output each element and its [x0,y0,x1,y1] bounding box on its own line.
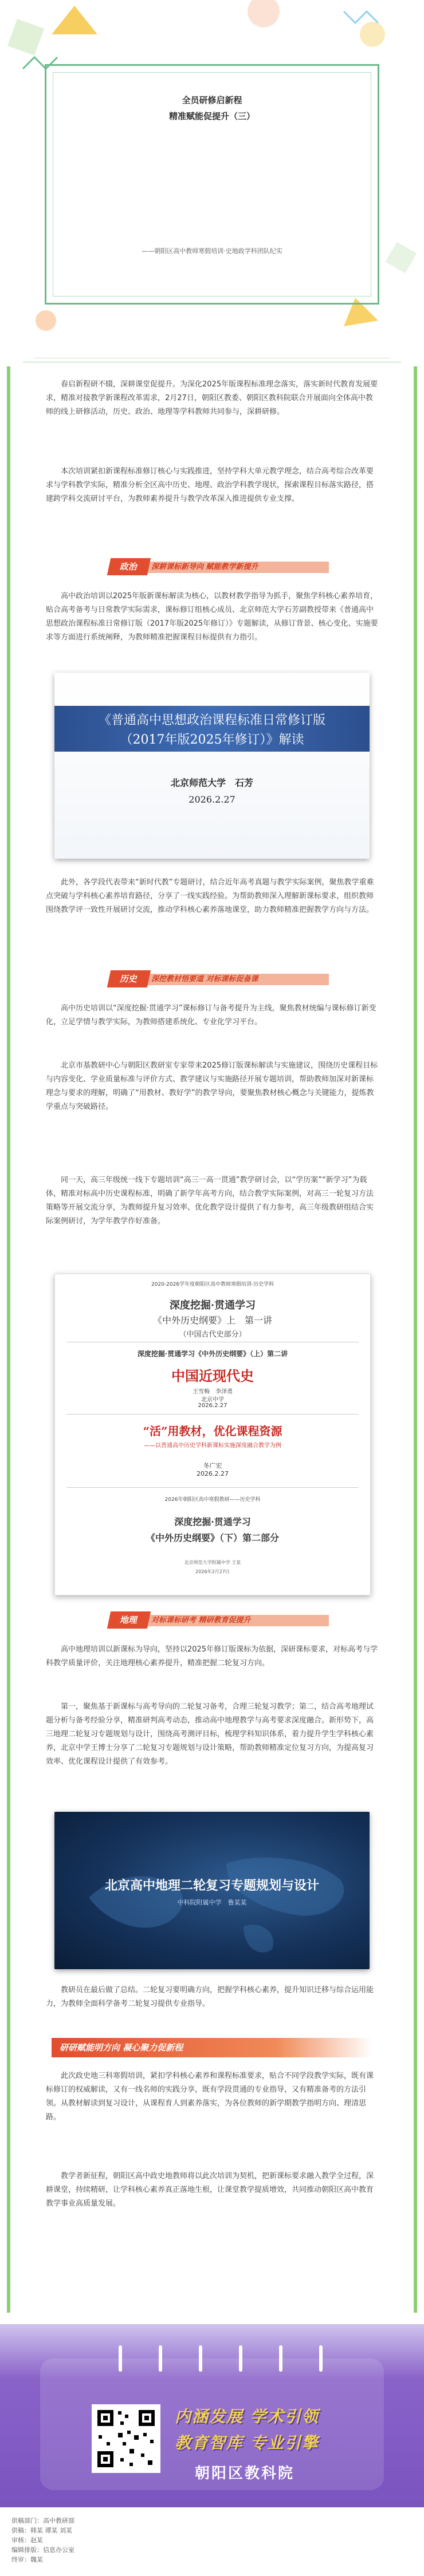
collage-date: 2026.2.27 [197,1470,229,1477]
right-rail [414,366,417,2313]
meta-line: 供稿部门：高中教研部 [11,2517,74,2524]
section-badge: 政治 [107,558,151,575]
summary-header [52,2038,372,2057]
collage-org: 北京中学 [201,1397,224,1403]
slide-title: 北京高中地理二轮复习专题规划与设计 [104,1879,319,1893]
collage-header: 2026年朝阳区高中寒假教研——历史学科 [164,1497,261,1503]
section-geography-header [109,1611,327,1631]
page-title-line2: 精准赋能促提升（三） [168,111,255,121]
history-paragraph: 高中历史培训以“深度挖掘·贯通学习”课标修订与备考提升为主线，聚焦教材统编与课标修订新变化，立足学情与教学实际，为教师搭建系统化、专业化学习平台。 [46,1004,376,1026]
collage-date: 2026.2.27 [198,1402,227,1409]
page-title-line1: 全员研修启新程 [182,95,242,105]
meta-line: 终审：魏某 [11,2556,43,2563]
collage-small: 北京师范大学附属中学 王某 [184,1560,241,1565]
geography-slide-image [54,1812,370,1969]
collage-date: 2026年2月27日 [195,1569,230,1574]
collage-red-title: 中国近现代史 [171,1368,254,1384]
summary-paragraph: 教学者新征程，朝阳区高中政史地教师将以此次培训为契机，把新课标要求融入教学全过程，深耕课堂，持续精研，让学科核心素养真正落地生根，让课堂教学提质增效，共同推动朝阳区高中教育教学事业高质量发展。 [46,2172,374,2208]
collage-title: 深度挖掘·贯通学习 [169,1299,256,1311]
collage-sig: 冬广宏 [203,1462,222,1469]
qr-code[interactable] [92,2404,160,2473]
summary-paragraph: 此次政史地三科寒假培训，紧扣学科核心素养和课程标准要求，贴合不同学段教学实际，既有课标修订的权威解读，又有一线名师的实践分享，既有学段贯通的专业指导，又有精准备考的方法引领。从教材解读到复习设计，从课程育人到素养落实，为各位教师的新学期教学指明方向、理清思路。 [46,2072,374,2121]
slide-author: 北京师范大学 石芳 [170,777,253,788]
footer-banner [0,2324,424,2576]
politics-paragraph: 高中政治培训以2025年版新课标解读为核心，以教材教学指导为抓手，聚焦学科核心素养培育，贴合高考备考与日常教学实际需求，课标修订组核心成员、北京师范大学石芳副教授带来《普通高中思想政治课程标准日常修订版（2017年版2025年修订）》专题解读，从修订背景、核心变化、实施要求等方面进行系统阐释，为教师精准把握课程目标提供有力指引。 [46,592,378,642]
section-slogan: 深挖教材悟要道 对标课标促备课 [143,974,329,985]
collage-quote: “活”用教材，优化课程资源 [143,1424,282,1438]
section-politics-header [109,558,327,578]
collage-subtitle: 深度挖掘·贯通学习《中外历史纲要》（上）第二讲 [137,1350,288,1358]
collage-header: 2020-2026学年度朝阳区高中教师寒假培训·历史学科 [151,1282,274,1287]
intro-paragraph: 春启新程研不辍，深耕课堂促提升。为深化2025年版课程标准理念落实，落实新时代教育发展要求，精准对接教学新课程改革需求，2月27日，朝阳区教委、朝阳区教科院联合开展面向全体高中教师的线上研修活动，历史、政治、地理等学科教师共同参与，深耕研修。 [46,380,378,416]
collage-title: 《中外历史纲要》（下）第二部分 [146,1532,279,1543]
geography-paragraph: 高中地理培训以新课标为导向，坚持以2025年修订版课标为依据，深研课标要求，对标高考与学科教学质量评价，关注地理核心素养提升，精准把握二轮复习方向。 [46,1645,378,1668]
politics-slide-image [54,673,370,859]
collage-quote-sub: ——以普通高中历史学科新课标实施深度融合教学为例 [144,1443,281,1449]
footer-slogan-line2: 教育智库 专业引擎 [175,2433,319,2452]
slide-date: 2026.2.27 [189,794,235,805]
header-banner [0,0,424,343]
footer-slogan-line1: 内涵发展 学术引领 [175,2407,319,2426]
intro-paragraph: 本次培训紧扣新课程标准修订核心与实践推进，坚持学科大单元教学理念，结合高考综合改革要求与学科教学实际，精准分析全区高中历史、地理、政治学科教学现状，探索课程目标落实路径，搭建跨学科交流研讨平台，为教师素养提升与教学改革深入推进提供专业支撑。 [46,467,374,503]
section-badge: 地理 [107,1611,151,1629]
section-badge: 历史 [107,970,151,987]
slide-subtitle: 中科院附属中学 鲁某某 [177,1899,247,1906]
slide-title-line1: 《普通高中思想政治课程标准日常修订版 [98,713,325,728]
collage-title: 《中外历史纲要》上 第一讲 [152,1315,272,1326]
meta-line: 编辑排版：信息办公室 [11,2546,74,2554]
meta-line: 审核：赵某 [11,2537,43,2544]
summary-slogan: 研研赋能明方向 凝心聚力促新程 [60,2042,183,2053]
section-slogan: 对标课标研考 精研教育促提升 [143,1615,329,1626]
history-slides-collage [54,1274,371,1595]
politics-paragraph: 此外，各学段代表带来“新时代教”专题研讨，结合近年高考真题与教学实际案例，聚焦教学重难点突破与学科核心素养培育路径，分享了一线实践经验。为帮助教师深入理解新课标要求，组织教师围绕教学评一致性开展研讨交流，推动学科核心素养落地课堂，助力教师精准把握教学方向与方法。 [46,878,374,914]
meta-line: 供稿：韩某 谭某 刘某 [11,2527,72,2534]
collage-title: （中国古代史部分） [179,1330,246,1339]
qr-code-icon [95,2408,157,2470]
footer-org: 朝阳区教科院 [195,2465,295,2482]
collage-speaker: 王雪梅 李泽勇 [193,1389,233,1395]
section-history-header [109,970,327,990]
page-subtitle: ——朝阳区高中教师寒假培训·史地政学科团队纪实 [142,247,282,255]
section-slogan: 深耕课标新导向 赋能教学新提升 [143,562,329,573]
geography-paragraph: 第一，聚焦基于新课标与高考导向的二轮复习备考，合理三轮复习教学；第二，结合高考地理试题分析与备考经验分享，精准研判高考动态，推动高中地理教学与高考要求深度融合。新形势下，高三地理二轮复习专题规划与设计，围绕高考测评目标，梳理学科知识体系，着力提升学生学科核心素养，北京中学王博士分享了二轮复习专题规划与设计策略，帮助教师精准定位复习方向，为提高复习效率、优化课程设计提供了有效参考。 [46,1702,374,1766]
history-paragraph: 北京市基教研中心与朝阳区教研室专家带来2025修订版课标解读与实施建议，围绕历史课程目标与内容变化、学业质量标准与评价方式、教学建议与实施路径开展专题培训，帮助教师加深对新课标理念与要求的理解，明确了“用教材、教好学”的教学导向，要聚焦教材核心概念与关键能力，提炼教学重点与突破路径。 [46,1061,378,1111]
geography-paragraph: 教研员在最后做了总结。二轮复习要明确方向，把握学科核心素养，提升知识迁移与综合运用能力，为教师全面科学备考二轮复习提供专业指导。 [46,1986,374,2008]
slide-title-line2: （2017年版2025年修订）》解读 [120,733,304,747]
history-paragraph: 同一天，高三年级统一线下专题培训“高三一高一贯通”教学研讨会，以“学历案”“新学习”为载体，精准对标高中历史课程标准，明确了新学年高考方向，结合教学实际案例，对高三一轮复习方法策略等开展交流分享，为教师提升复习效率、优化教学设计提供了有力参考，高三年级教研组结合实际案例研讨，为学年教学作好准备。 [46,1176,374,1226]
left-rail [7,366,10,2313]
collage-title: 深度挖掘·贯通学习 [174,1516,251,1527]
